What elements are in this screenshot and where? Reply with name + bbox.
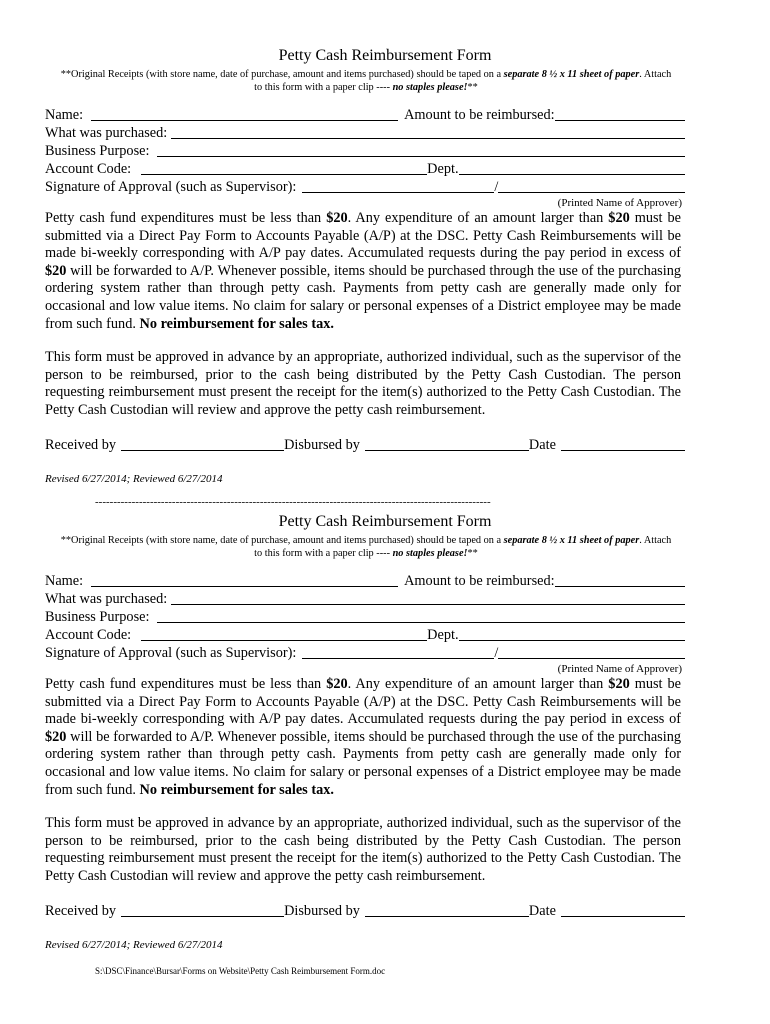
purchased-row [45, 590, 685, 608]
received-row [45, 436, 685, 454]
cut-line-separator: ------------------------------------------------------------------------------------------------------------ [95, 496, 491, 508]
account-row [45, 626, 685, 644]
disbursed-label: Disbursed by [284, 436, 360, 453]
receipt-note: **Original Receipts (with store name, date of purchase, amount and items purchased) should be taped on a separate 8 ½ x 11 sheet of paper. Attach to this form with a paper clip ---- no staples please!** [60, 69, 672, 93]
form-title: Petty Cash Reimbursement Form [278, 513, 492, 530]
disbursed-field[interactable] [365, 436, 529, 451]
policy-paragraph: Petty cash fund expenditures must be less than $20. Any expenditure of an amount larger than $20 must be submitted via a Direct Pay Form to Accounts Payable (A/P) at the DSC. Petty Cash Reimbursements will be made bi-weekly corresponding with A/P pay dates. Accumulated requests during the pay period in excess of $20 will be forwarded to A/P. Whenever possible, items should be purchased through the use of the purchasing ordering system rather than through petty cash. Payments from petty cash are generally made only for occasional and low value items. No claim for salary or personal expenses of a District employee may be made from such fund. No reimbursement for sales tax. [45, 676, 681, 798]
printed-name-caption: (Printed Name of Approver) [557, 197, 682, 209]
signature-label: Signature of Approval (such as Supervisor): [45, 179, 297, 195]
amount-field[interactable] [555, 572, 685, 587]
disbursed-label: Disbursed by [284, 902, 360, 919]
account-row [45, 160, 685, 178]
purpose-label: Business Purpose: [45, 609, 150, 625]
purchased-field[interactable] [171, 124, 685, 139]
received-label: Received by [45, 902, 117, 919]
slash-separator: / [494, 179, 499, 195]
purchased-label: What was purchased: [45, 591, 168, 607]
account-label: Account Code: [45, 161, 132, 177]
disbursed-field[interactable] [365, 902, 529, 917]
account-field[interactable] [141, 626, 427, 641]
dept-field[interactable] [459, 160, 685, 175]
received-row [45, 902, 685, 920]
purchased-field[interactable] [171, 590, 685, 605]
revision-note: Revised 6/27/2014; Reviewed 6/27/2014 [45, 472, 223, 485]
name-row [45, 106, 685, 124]
printed-name-caption: (Printed Name of Approver) [557, 663, 682, 675]
name-field[interactable] [91, 572, 398, 587]
signature-field[interactable] [302, 644, 494, 659]
form-copy-1 [0, 46, 770, 486]
form-title: Petty Cash Reimbursement Form [278, 47, 492, 64]
amount-label: Amount to be reimbursed: [404, 107, 555, 123]
printed-name-field[interactable] [498, 644, 685, 659]
form-fields [45, 572, 685, 676]
name-label: Name: [45, 573, 84, 589]
file-path-footer: S:\DSC\Finance\Bursar\Forms on Website\Petty Cash Reimbursement Form.doc [95, 966, 386, 976]
purpose-row [45, 608, 685, 626]
approval-paragraph: This form must be approved in advance by an appropriate, authorized individual, such as the supervisor of the person to be reimbursed, prior to the cash being distributed by the Petty Cash Custodian. The person requesting reimbursement must present the receipt for the item(s) authorized to the Petty Cash Custodian. The Petty Cash Custodian will review and approve the petty cash reimbursement. [45, 815, 681, 884]
amount-field[interactable] [555, 106, 685, 121]
dept-label: Dept. [427, 161, 459, 177]
purpose-field[interactable] [157, 142, 685, 157]
signature-field[interactable] [302, 178, 494, 193]
account-label: Account Code: [45, 627, 132, 643]
form-copy-2 [0, 512, 770, 952]
purchased-label: What was purchased: [45, 125, 168, 141]
purpose-field[interactable] [157, 608, 685, 623]
revision-note: Revised 6/27/2014; Reviewed 6/27/2014 [45, 938, 223, 951]
printed-name-field[interactable] [498, 178, 685, 193]
received-label: Received by [45, 436, 117, 453]
signature-row [45, 178, 685, 196]
name-field[interactable] [91, 106, 398, 121]
receipt-note: **Original Receipts (with store name, date of purchase, amount and items purchased) should be taped on a separate 8 ½ x 11 sheet of paper. Attach to this form with a paper clip ---- no staples please!** [60, 535, 672, 559]
date-field[interactable] [561, 436, 685, 451]
date-label: Date [528, 436, 556, 453]
date-label: Date [528, 902, 556, 919]
form-fields [45, 106, 685, 210]
purchased-row [45, 124, 685, 142]
account-field[interactable] [141, 160, 427, 175]
signature-label: Signature of Approval (such as Supervisor): [45, 645, 297, 661]
received-field[interactable] [121, 436, 284, 451]
name-label: Name: [45, 107, 84, 123]
purpose-row [45, 142, 685, 160]
date-field[interactable] [561, 902, 685, 917]
purpose-label: Business Purpose: [45, 143, 150, 159]
received-field[interactable] [121, 902, 284, 917]
name-row [45, 572, 685, 590]
policy-paragraph: Petty cash fund expenditures must be less than $20. Any expenditure of an amount larger than $20 must be submitted via a Direct Pay Form to Accounts Payable (A/P) at the DSC. Petty Cash Reimbursements will be made bi-weekly corresponding with A/P pay dates. Accumulated requests during the pay period in excess of $20 will be forwarded to A/P. Whenever possible, items should be purchased through the use of the purchasing ordering system rather than through petty cash. Payments from petty cash are generally made only for occasional and low value items. No claim for salary or personal expenses of a District employee may be made from such fund. No reimbursement for sales tax. [45, 210, 681, 332]
slash-separator: / [494, 645, 499, 661]
signature-row [45, 644, 685, 662]
amount-label: Amount to be reimbursed: [404, 573, 555, 589]
approval-paragraph: This form must be approved in advance by an appropriate, authorized individual, such as the supervisor of the person to be reimbursed, prior to the cash being distributed by the Petty Cash Custodian. The person requesting reimbursement must present the receipt for the item(s) authorized to the Petty Cash Custodian. The Petty Cash Custodian will review and approve the petty cash reimbursement. [45, 349, 681, 418]
dept-label: Dept. [427, 627, 459, 643]
dept-field[interactable] [459, 626, 685, 641]
